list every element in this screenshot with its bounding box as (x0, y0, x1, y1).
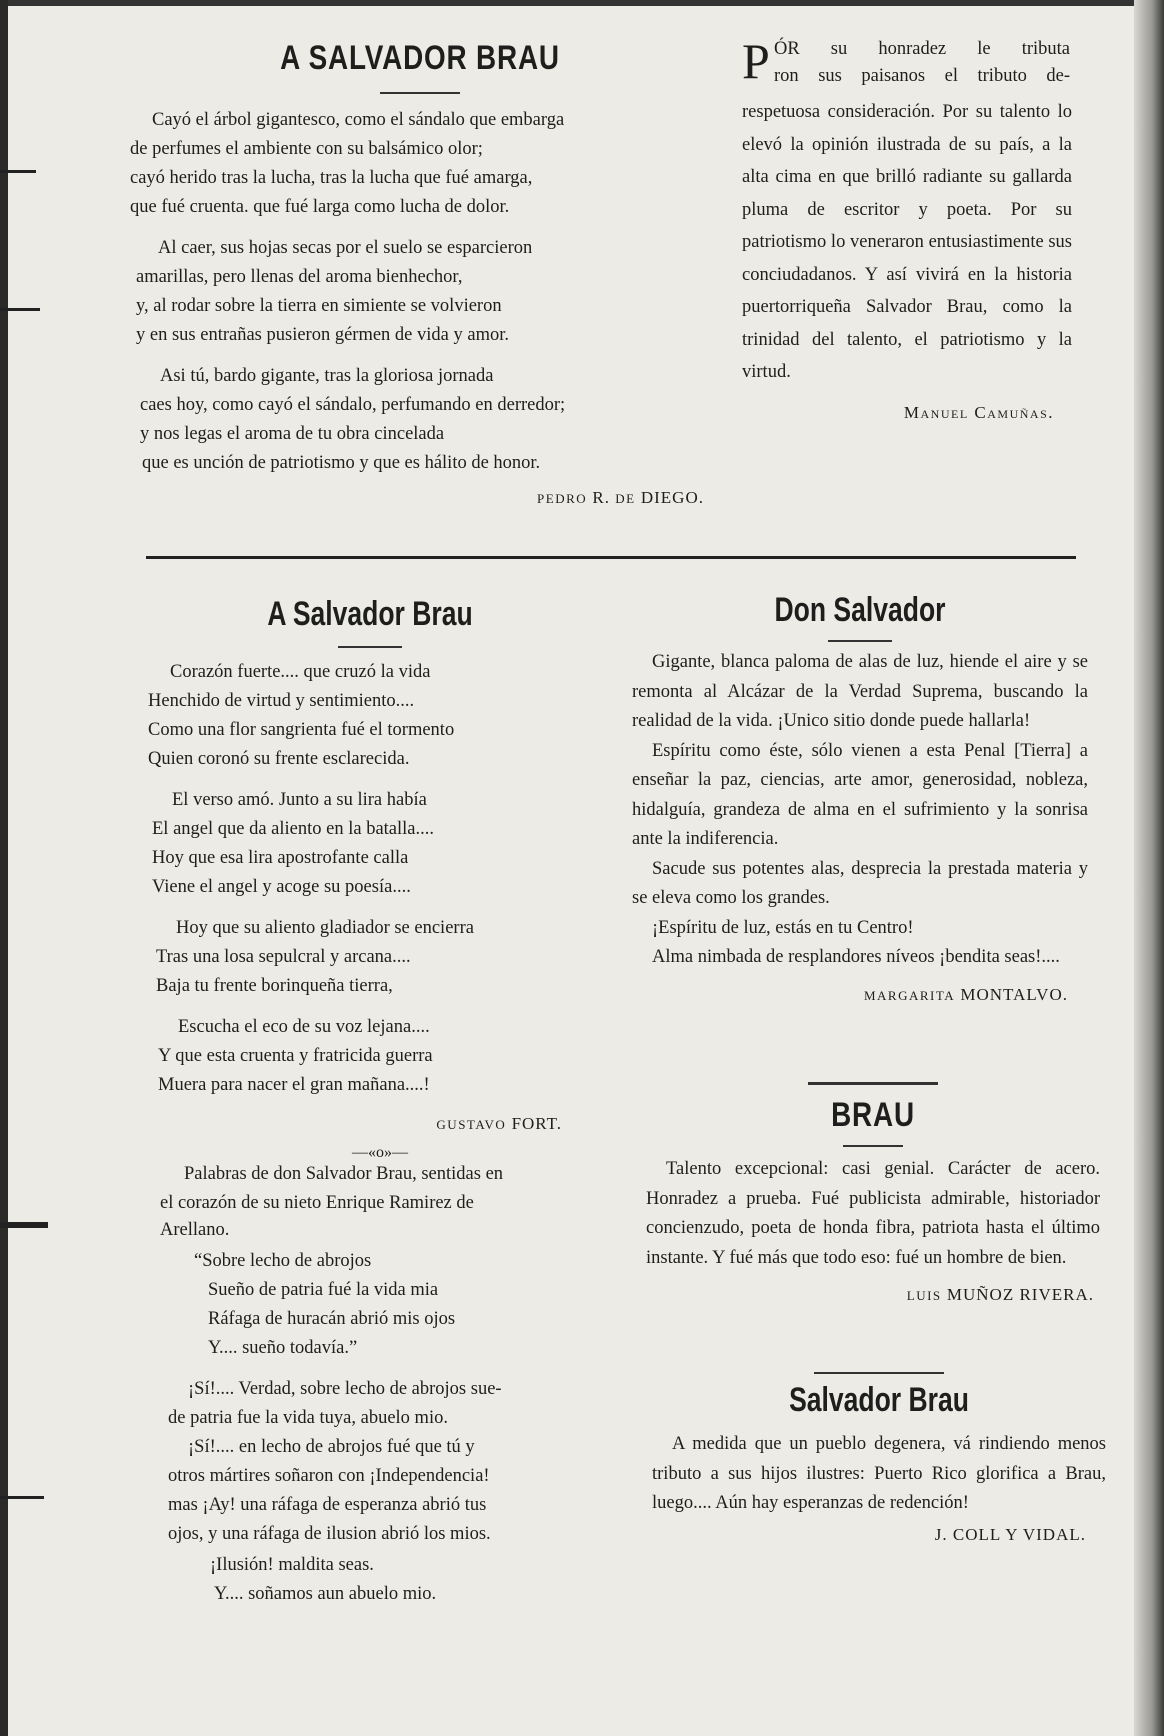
verse-line: El angel que da aliento en la batalla.... (152, 819, 435, 839)
verse-line: Hoy que su aliento gladiador se encierra (176, 918, 474, 938)
poem2-stanza (148, 786, 592, 902)
intro-line: Palabras de don Salvador Brau, sentidas en (184, 1164, 504, 1184)
page-top-edge (0, 0, 1164, 6)
tribute-signature: Manuel Camuñas. (903, 402, 1054, 422)
title-rule-top (808, 1082, 938, 1085)
verse-line: Baja tu frente borinqueña tierra, (156, 976, 393, 996)
verse-line: Asi tú, bardo gigante, tras la gloriosa jornada (160, 366, 494, 386)
reply-line: ¡Sí!.... en lecho de abrojos fué que tú y (188, 1437, 475, 1457)
closing-line: Y.... soñamos aun abuelo mio. (214, 1584, 437, 1604)
verse-line: Sueño de patria fué la vida mia (208, 1280, 439, 1300)
words-of-brau (160, 1160, 620, 1609)
reply-line: de patria fue la vida tuya, abuelo mio. (168, 1408, 448, 1428)
verse-line: Corazón fuerte.... que cruzó la vida (170, 662, 431, 682)
verse-line: Viene el angel y acoge su poesía.... (152, 877, 411, 897)
poem1-stanza (130, 234, 710, 350)
verse-line: Y.... sueño todavía.” (208, 1338, 358, 1358)
sb-title: Salvador Brau (789, 1381, 969, 1419)
poem2-stanza (148, 1013, 592, 1100)
reply-line: otros mártires soñaron con ¡Independencia! (168, 1466, 490, 1486)
margin-mark (0, 308, 40, 311)
article-paragraph: Sacude sus potentes alas, desprecia la prestada materia y se eleva como los grandes. (632, 858, 1088, 908)
verse-line: Henchido de virtud y sentimiento.... (148, 691, 415, 711)
verse-line: que es unción de patriotismo y que es hálito de honor. (142, 453, 541, 473)
poem2-title: A Salvador Brau (267, 595, 473, 633)
verse-line: y, al rodar sobre la tierra en simiente se volvieron (136, 296, 502, 316)
brau-title: BRAU (831, 1096, 915, 1134)
reply-line: ¡Sí!.... Verdad, sobre lecho de abrojos sue- (188, 1379, 502, 1399)
verse-line: y en sus entrañas pusieron gérmen de vida y amor. (136, 325, 509, 345)
verse-line: Al caer, sus hojas secas por el suelo se esparcieron (158, 238, 533, 258)
poem1-stanza (130, 362, 710, 478)
quoted-verse (160, 1247, 620, 1363)
signature-first: GUSTAVO (436, 1117, 507, 1132)
verse-line: Hoy que esa lira apostrofante calla (152, 848, 409, 868)
title-rule (843, 1145, 903, 1147)
don-signature (632, 985, 1088, 1005)
verse-line: cayó herido tras la lucha, tras la lucha que fué amarga, (130, 168, 533, 188)
verse-line: Escucha el eco de su voz lejana.... (178, 1017, 430, 1037)
closing-line: ¡Ilusión! maldita seas. (210, 1555, 374, 1575)
sb-signature: J. COLL Y VIDAL. (934, 1524, 1086, 1544)
article-paragraph: Talento excepcional: casi genial. Carácter de acero. Honradez a prueba. Fué publicista admirable, historiador concienzudo, poeta de honda fibra, patriota hasta el último instante. Y fué más que todo eso: fué un hombre de bien. (646, 1159, 1100, 1268)
tribute-camunas (742, 33, 1072, 423)
poem2-stanza (148, 914, 592, 1001)
signature-first: MARGARITA (863, 987, 956, 1003)
signature-first: PEDRO (537, 491, 588, 506)
intro-line: el corazón de su nieto Enrique Ramirez de (160, 1193, 474, 1213)
title-rule (338, 646, 402, 648)
signature-particle: DE (615, 491, 636, 506)
section-divider (146, 556, 1076, 559)
verse-line: Como una flor sangrienta fué el tormento (148, 720, 455, 740)
verse-line: Quien coronó su frente esclarecida. (148, 749, 410, 769)
brau-article (646, 1082, 1100, 1305)
verse-line: Cayó el árbol gigantesco, como el sándalo que embarga (152, 110, 565, 130)
poem2-signature (148, 1114, 592, 1134)
signature-initial: R. (592, 488, 611, 507)
poem1-signature (130, 488, 710, 508)
verse-line: que fué cruenta. que fué larga como lucha de dolor. (130, 197, 510, 217)
verse-line: Muera para nacer el gran mañana....! (158, 1075, 430, 1095)
signature-last: MONTALVO. (960, 984, 1068, 1004)
reply-line: ojos, y una ráfaga de ilusion abrió los mios. (168, 1524, 491, 1544)
margin-mark (0, 170, 36, 173)
verse-line: “Sobre lecho de abrojos (194, 1251, 372, 1271)
prose-line: ron sus paisanos el tributo de- (774, 66, 1070, 86)
don-salvador-article (632, 590, 1088, 1005)
margin-mark (0, 1222, 48, 1228)
intro-line: Arellano. (160, 1220, 230, 1240)
drop-cap: P (742, 33, 770, 89)
dropcap-lines (742, 33, 1072, 92)
signature-last: FORT. (511, 1114, 562, 1133)
ornament: —«o»— (352, 1144, 408, 1161)
salvador-brau-article (652, 1372, 1106, 1545)
verse-line: Tras una losa sepulcral y arcana.... (156, 947, 411, 967)
signature-last: MUÑOZ RIVERA. (946, 1285, 1094, 1304)
verse-line: Ráfaga de huracán abrió mis ojos (208, 1309, 456, 1329)
article-paragraph: A medida que un pueblo degenera, vá rindiendo menos tributo a sus hijos ilustres: Puerto Rico glorifica a Brau, luego.... Aún hay esperanzas de redención! (652, 1434, 1106, 1513)
closing-lines (160, 1551, 620, 1609)
tribute-text: respetuosa consideración. Por su talento lo elevó la opinión ilustrada de su país, a la alta cima en que brilló radiante su gallarda pluma de escritor y poeta. Por su patriotismo lo veneraron entusiastimente sus conciudadanos. Y así vivirá en la historia puertorriqueña Salvador Brau, como la trinidad del talento, el patriotismo y la virtud. (742, 102, 1072, 382)
article-paragraph: ¡Espíritu de luz, estás en tu Centro! (652, 917, 914, 938)
poem1-title: A SALVADOR BRAU (280, 39, 560, 77)
title-rule-top (814, 1372, 944, 1374)
title-rule (380, 92, 460, 94)
signature-first: LUIS (906, 1288, 942, 1303)
reply-text (160, 1375, 620, 1549)
verse-line: de perfumes el ambiente con su balsámico olor; (130, 139, 483, 159)
verse-line: El verso amó. Junto a su lira había (172, 790, 427, 810)
verse-line: Y que esta cruenta y fratricida guerra (158, 1046, 433, 1066)
article-paragraph: Espíritu como éste, sólo vienen a esta Penal [Tierra] a enseñar la paz, ciencias, arte amor, generosidad, nobleza, hidalguía, grandeza de alma en el sufrimiento y la sonrisa ante la indiferencia. (632, 740, 1088, 849)
title-rule (828, 640, 892, 642)
signature-last: DIEGO. (640, 488, 704, 507)
article-paragraph: Alma nimbada de resplandores níveos ¡bendita seas!.... (652, 947, 1060, 967)
poem1-stanza (130, 106, 710, 222)
brau-signature (646, 1285, 1100, 1305)
article-paragraph: Gigante, blanca paloma de alas de luz, hiende el aire y se remonta al Alcázar de la Verdad Suprema, buscando la realidad de la vida. ¡Unico sitio donde puede hallarla! (632, 652, 1088, 731)
poem-a-salvador-brau (148, 594, 592, 1162)
page-left-edge (0, 0, 8, 1736)
poem-a-salvador-brau-caps (130, 38, 710, 508)
verse-line: caes hoy, como cayó el sándalo, perfumando en derredor; (140, 395, 566, 415)
don-title: Don Salvador (774, 591, 946, 629)
verse-line: y nos legas el aroma de tu obra cincelada (140, 424, 445, 444)
page-right-edge (1134, 0, 1164, 1736)
verse-line: amarillas, pero llenas del aroma bienhechor, (136, 267, 463, 287)
margin-mark (0, 1496, 44, 1499)
poem2-stanza (148, 658, 592, 774)
prose-line: ÓR su honradez le tributa (774, 39, 1070, 59)
reply-line: mas ¡Ay! una ráfaga de esperanza abrió tus (168, 1495, 487, 1515)
